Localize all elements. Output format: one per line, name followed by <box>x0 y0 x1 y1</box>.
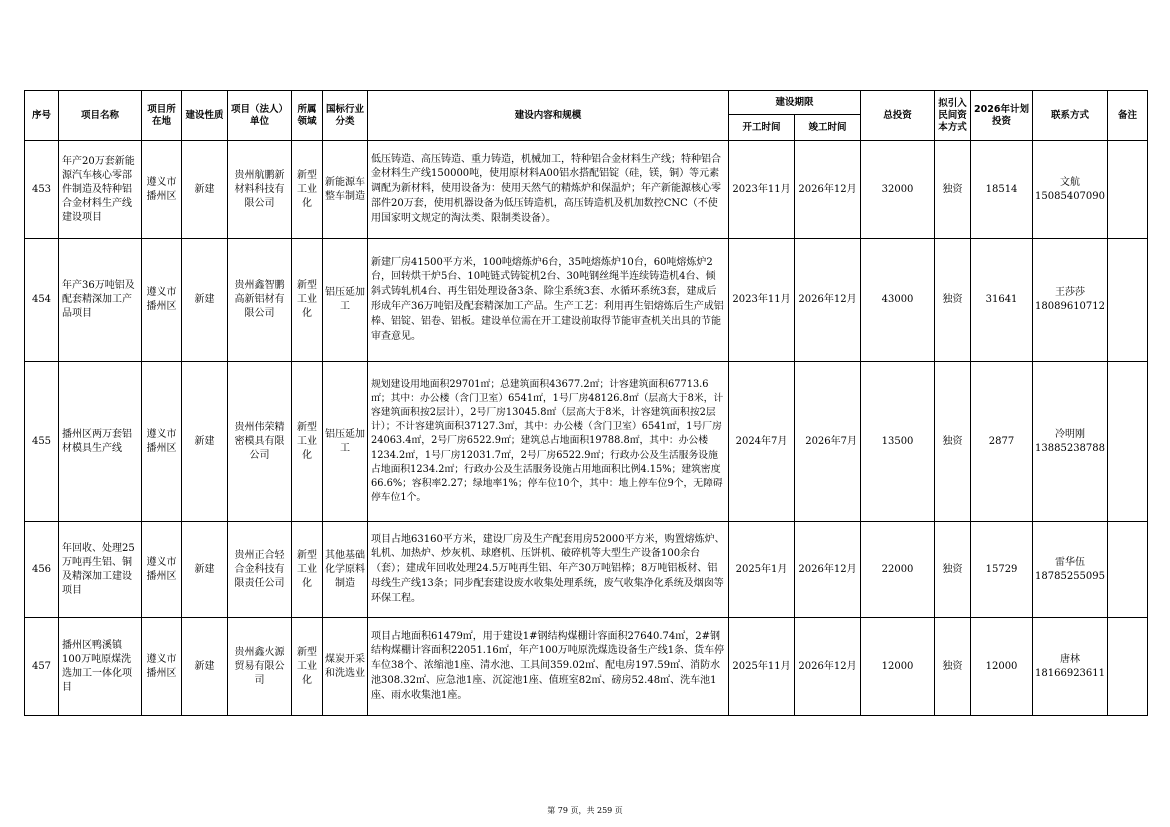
row-nature: 新建 <box>182 239 228 362</box>
row-contact <box>1033 362 1108 522</box>
row-contact <box>1033 141 1108 239</box>
row-project-name: 年回收、处理25万吨再生铝、铜及精深加工建设项目 <box>59 522 142 618</box>
row-start: 2023年11月 <box>729 239 795 362</box>
row-end: 2026年12月 <box>795 141 861 239</box>
row-total: 32000 <box>861 141 935 239</box>
row-seq: 454 <box>25 239 59 362</box>
row-location: 遵义市播州区 <box>142 239 182 362</box>
project-table <box>24 90 1148 716</box>
header-plan: 2026年计划投资 <box>971 91 1033 141</box>
row-industry: 铝压延加工 <box>323 239 368 362</box>
contact-name: 雷华伍 <box>1055 556 1086 568</box>
row-remark <box>1108 239 1148 362</box>
header-total: 总投资 <box>861 91 935 141</box>
row-nature: 新建 <box>182 522 228 618</box>
row-unit: 贵州正合轻合金科技有限责任公司 <box>228 522 292 618</box>
header-content: 建设内容和规模 <box>368 91 729 141</box>
row-content: 规划建设用地面积29701㎡；总建筑面积43677.2㎡；计容建筑面积67713.6㎡；其中：办公楼（含门卫室）6541㎡，1号厂房48126.8㎡（层高大于8米，计容建筑面积按2层计），2号厂房13045.8㎡（层高大于8米，计容建筑面积按2层计）；不计容建筑面积37127.3㎡，其中：办公楼（含门卫室）6541㎡，1号厂房24063.4㎡，2号厂房6522.9㎡；建筑总占地面积19788.8㎡，其中：办公楼1234.2㎡，1号厂房12031.7㎡，2号厂房6522.9㎡；行政办公及生活服务设施占地面积1234.2㎡；行政办公及生活服务设施占用地面积比例4.15%；建筑密度66.6%；容积率2.27；绿地率1%；停车位10个，其中：地上停车位9个，无障碍停车位1个。 <box>368 362 729 522</box>
row-unit: 贵州航鹏新材料科技有限公司 <box>228 141 292 239</box>
row-industry: 其他基础化学原料制造 <box>323 522 368 618</box>
row-end: 2026年7月 <box>795 362 861 522</box>
contact-name: 王莎莎 <box>1055 287 1086 298</box>
contact-phone: 18785255095 <box>1035 570 1106 582</box>
row-start: 2024年7月 <box>729 362 795 522</box>
row-capital: 独资 <box>935 239 971 362</box>
row-location: 遵义市播州区 <box>142 522 182 618</box>
row-seq: 455 <box>25 362 59 522</box>
row-field: 新型工业化 <box>292 362 323 522</box>
row-capital: 独资 <box>935 141 971 239</box>
table-row <box>25 239 1148 362</box>
contact-phone: 18089610712 <box>1035 301 1106 312</box>
row-content: 低压铸造、高压铸造、重力铸造，机械加工，特种铝合金材料生产线；特种铝合金材料生产线150000吨，使用原材料A00铝水搭配铝锭（硅，镁，铜）等元素调配为新材料，使用设备为：使用天然气的精炼炉和保温炉；年产新能源核心零部件20万套，使用机器设备为低压铸造机，高压铸造机及机加数控CNC（不使用国家明文规定的淘汰类、限制类设备）。 <box>368 141 729 239</box>
header-name: 项目名称 <box>59 91 142 141</box>
row-unit: 贵州鑫火源贸易有限公司 <box>228 618 292 716</box>
header-capital: 拟引入民间资本方式 <box>935 91 971 141</box>
header-field: 所属领域 <box>292 91 323 141</box>
row-unit: 贵州鑫智鹏高新铝材有限公司 <box>228 239 292 362</box>
row-content: 项目占地面积61479㎡，用于建设1#钢结构煤棚计容面积27640.74㎡，2#钢结构煤棚计容面积22051.16㎡，年产100万吨原洗煤选设备生产线1条、货车停车位38个、浓缩池1座、清水池、工具间359.02㎡、配电房197.59㎡、消防水池308.32㎡、应急池1座、沉淀池1座、值班室82㎡、磅房52.48㎡、洗车池1座、雨水收集池1座。 <box>368 618 729 716</box>
row-total: 12000 <box>861 618 935 716</box>
row-industry: 煤炭开采和洗选业 <box>323 618 368 716</box>
row-project-name: 播州区鸭溪镇100万吨原煤洗选加工一体化项目 <box>59 618 142 716</box>
row-industry: 铝压延加工 <box>323 362 368 522</box>
page-footer: 第 79 页，共 259 页 <box>547 806 623 815</box>
row-remark <box>1108 522 1148 618</box>
row-capital: 独资 <box>935 522 971 618</box>
row-capital: 独资 <box>935 618 971 716</box>
row-total: 22000 <box>861 522 935 618</box>
row-industry: 新能源车整车制造 <box>323 141 368 239</box>
row-contact <box>1033 522 1108 618</box>
header-period: 建设期限 <box>729 91 861 115</box>
row-project-name: 播州区两万套铝材模具生产线 <box>59 362 142 522</box>
header-contact: 联系方式 <box>1033 91 1108 141</box>
row-total: 13500 <box>861 362 935 522</box>
row-unit: 贵州伟荣精密模具有限公司 <box>228 362 292 522</box>
row-remark <box>1108 141 1148 239</box>
row-start: 2023年11月 <box>729 141 795 239</box>
header-industry: 国标行业分类 <box>323 91 368 141</box>
row-contact <box>1033 239 1108 362</box>
contact-phone: 15085407090 <box>1035 190 1106 202</box>
row-plan: 31641 <box>971 239 1033 362</box>
table-row <box>25 522 1148 618</box>
header-seq: 序号 <box>25 91 59 141</box>
row-field: 新型工业化 <box>292 618 323 716</box>
table-row <box>25 141 1148 239</box>
row-field: 新型工业化 <box>292 141 323 239</box>
row-seq: 457 <box>25 618 59 716</box>
contact-phone: 13885238788 <box>1035 442 1106 454</box>
row-remark <box>1108 362 1148 522</box>
row-plan: 12000 <box>971 618 1033 716</box>
row-field: 新型工业化 <box>292 239 323 362</box>
row-start: 2025年1月 <box>729 522 795 618</box>
header-start: 开工时间 <box>729 115 795 141</box>
row-project-name: 年产36万吨铝及配套精深加工产品项目 <box>59 239 142 362</box>
header-remark: 备注 <box>1108 91 1148 141</box>
row-nature: 新建 <box>182 618 228 716</box>
row-end: 2026年12月 <box>795 618 861 716</box>
row-project-name: 年产20万套新能源汽车核心零部件制造及特种铝合金材料生产线建设项目 <box>59 141 142 239</box>
row-content: 新建厂房41500平方米，100吨熔炼炉6台，35吨熔炼炉10台，60吨熔炼炉2台，回转烘干炉5台、10吨链式铸锭机2台、30吨钢丝绳半连续铸造机4台、倾斜式铸轧机4台、再生铝处理设备3条、除尘系统3套、水循环系统3套，建成后形成年产36万吨铝及配套精深加工产品。生产工艺：利用再生铝熔炼后生产成铝棒、铝锭、铝卷、铝板。建设单位需在开工建设前取得节能审查机关出具的节能审查意见。 <box>368 239 729 362</box>
header-unit: 项目（法人）单位 <box>228 91 292 141</box>
row-contact <box>1033 618 1108 716</box>
contact-name: 唐林 <box>1060 653 1081 665</box>
row-capital: 独资 <box>935 362 971 522</box>
contact-name: 冷明刚 <box>1055 428 1086 440</box>
table-row <box>25 618 1148 716</box>
contact-phone: 18166923611 <box>1035 667 1106 679</box>
row-plan: 15729 <box>971 522 1033 618</box>
row-location: 遵义市播州区 <box>142 141 182 239</box>
header-nature: 建设性质 <box>182 91 228 141</box>
row-start: 2025年11月 <box>729 618 795 716</box>
header-end: 竣工时间 <box>795 115 861 141</box>
row-seq: 453 <box>25 141 59 239</box>
header-location: 项目所在地 <box>142 91 182 141</box>
contact-name: 文航 <box>1060 176 1081 188</box>
row-nature: 新建 <box>182 141 228 239</box>
row-plan: 18514 <box>971 141 1033 239</box>
row-end: 2026年12月 <box>795 522 861 618</box>
row-plan: 2877 <box>971 362 1033 522</box>
row-content: 项目占地63160平方米，建设厂房及生产配套用房52000平方米，购置熔炼炉、轧机、加热炉、炒灰机、球磨机、压饼机、破碎机等大型生产设备100余台（套）；建成年回收处理24.5万吨再生铝、年产30万吨铝棒；8万吨铝板材、铝母线生产线13条；同步配套建设废水收集处理系统，废气收集净化系统及烟囱等环保工程。 <box>368 522 729 618</box>
row-remark <box>1108 618 1148 716</box>
row-seq: 456 <box>25 522 59 618</box>
row-end: 2026年12月 <box>795 239 861 362</box>
row-nature: 新建 <box>182 362 228 522</box>
row-total: 43000 <box>861 239 935 362</box>
table-row <box>25 362 1148 522</box>
row-location: 遵义市播州区 <box>142 362 182 522</box>
row-field: 新型工业化 <box>292 522 323 618</box>
row-location: 遵义市播州区 <box>142 618 182 716</box>
